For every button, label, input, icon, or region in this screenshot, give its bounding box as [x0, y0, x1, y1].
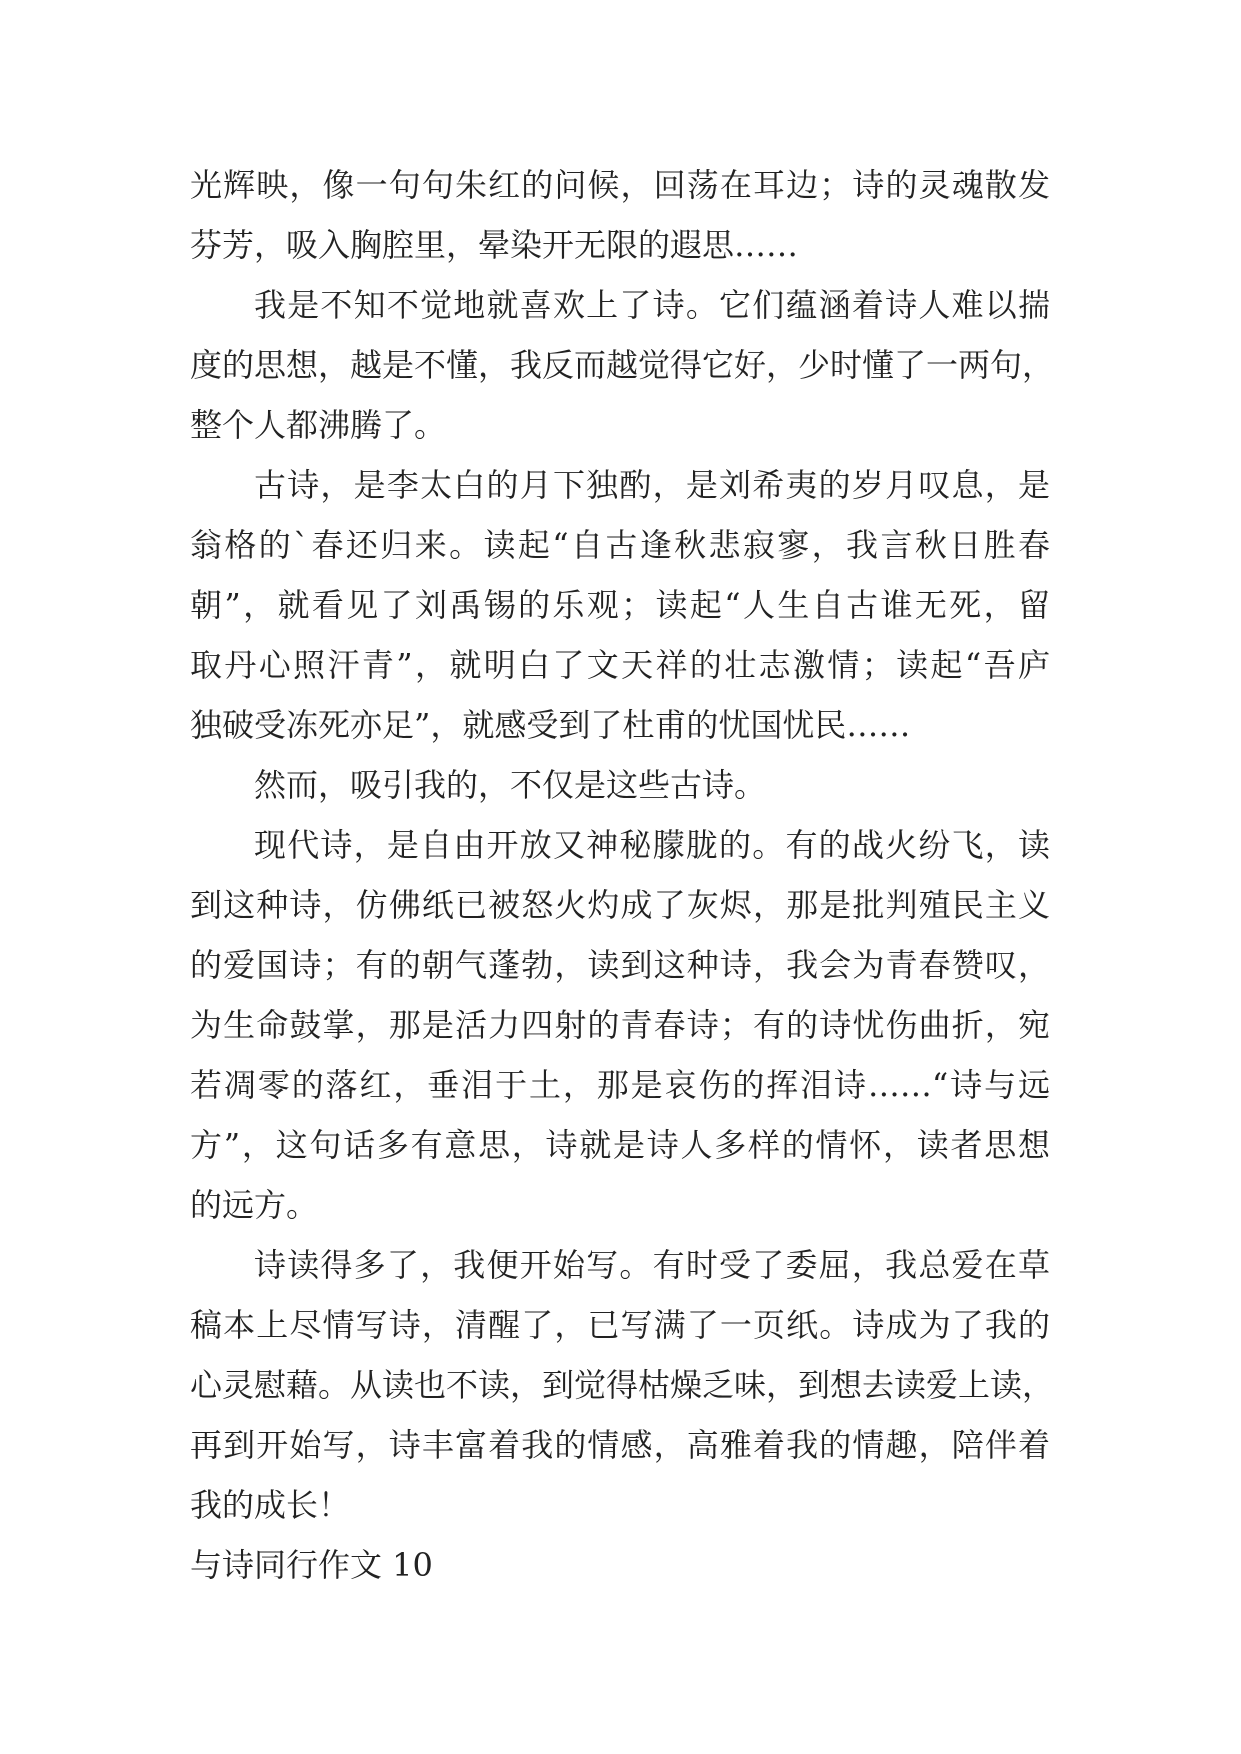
section-heading: 与诗同行作文 10 — [190, 1546, 433, 1584]
paragraph-first-line: 然而，吸引我的，不仅是这些古诗。 — [254, 766, 767, 804]
text-line: 的远方。 — [190, 1186, 319, 1224]
text-line: 芬芳，吸入胸腔里，晕染开无限的遐思…… — [190, 226, 799, 264]
paragraph-first-line: 现代诗，是自由开放又神秘朦胧的。有的战火纷飞，读 — [254, 826, 1050, 864]
text-line: 光辉映，像一句句朱红的问候，回荡在耳边；诗的灵魂散发 — [190, 166, 1050, 204]
paragraph-first-line: 古诗，是李太白的月下独酌，是刘希夷的岁月叹息，是 — [254, 466, 1050, 504]
text-line: 再到开始写，诗丰富着我的情感，高雅着我的情趣，陪伴着 — [190, 1426, 1050, 1464]
document-body — [190, 155, 1055, 1595]
text-line: 的爱国诗；有的朝气蓬勃，读到这种诗，我会为青春赞叹， — [190, 946, 1050, 984]
text-line: 方”，这句话多有意思，诗就是诗人多样的情怀，读者思想 — [190, 1126, 1050, 1164]
text-line: 到这种诗，仿佛纸已被怒火灼成了灰烬，那是批判殖民主义 — [190, 886, 1050, 924]
paragraph-first-line: 我是不知不觉地就喜欢上了诗。它们蕴涵着诗人难以揣 — [254, 286, 1050, 324]
text-line: 独破受冻死亦足”，就感受到了杜甫的忧国忧民…… — [190, 706, 911, 744]
text-line: 若凋零的落红，垂泪于土，那是哀伤的挥泪诗……“诗与远 — [190, 1066, 1050, 1104]
text-line: 翁格的`春还归来。读起“自古逢秋悲寂寥，我言秋日胜春 — [190, 526, 1050, 564]
text-line: 为生命鼓掌，那是活力四射的青春诗；有的诗忧伤曲折，宛 — [190, 1006, 1050, 1044]
text-line: 心灵慰藉。从读也不读，到觉得枯燥乏味，到想去读爱上读， — [190, 1366, 1055, 1404]
text-line: 整个人都沸腾了。 — [190, 406, 447, 444]
text-line: 取丹心照汗青”，就明白了文天祥的壮志激情；读起“吾庐 — [190, 646, 1050, 684]
text-line: 朝”，就看见了刘禹锡的乐观；读起“人生自古谁无死，留 — [190, 586, 1050, 624]
text-line: 度的思想，越是不懂，我反而越觉得它好，少时懂了一两句， — [190, 346, 1055, 384]
text-line: 稿本上尽情写诗，清醒了，已写满了一页纸。诗成为了我的 — [190, 1306, 1050, 1344]
paragraph-first-line: 诗读得多了，我便开始写。有时受了委屈，我总爱在草 — [254, 1246, 1050, 1284]
text-line: 我的成长！ — [190, 1486, 351, 1524]
